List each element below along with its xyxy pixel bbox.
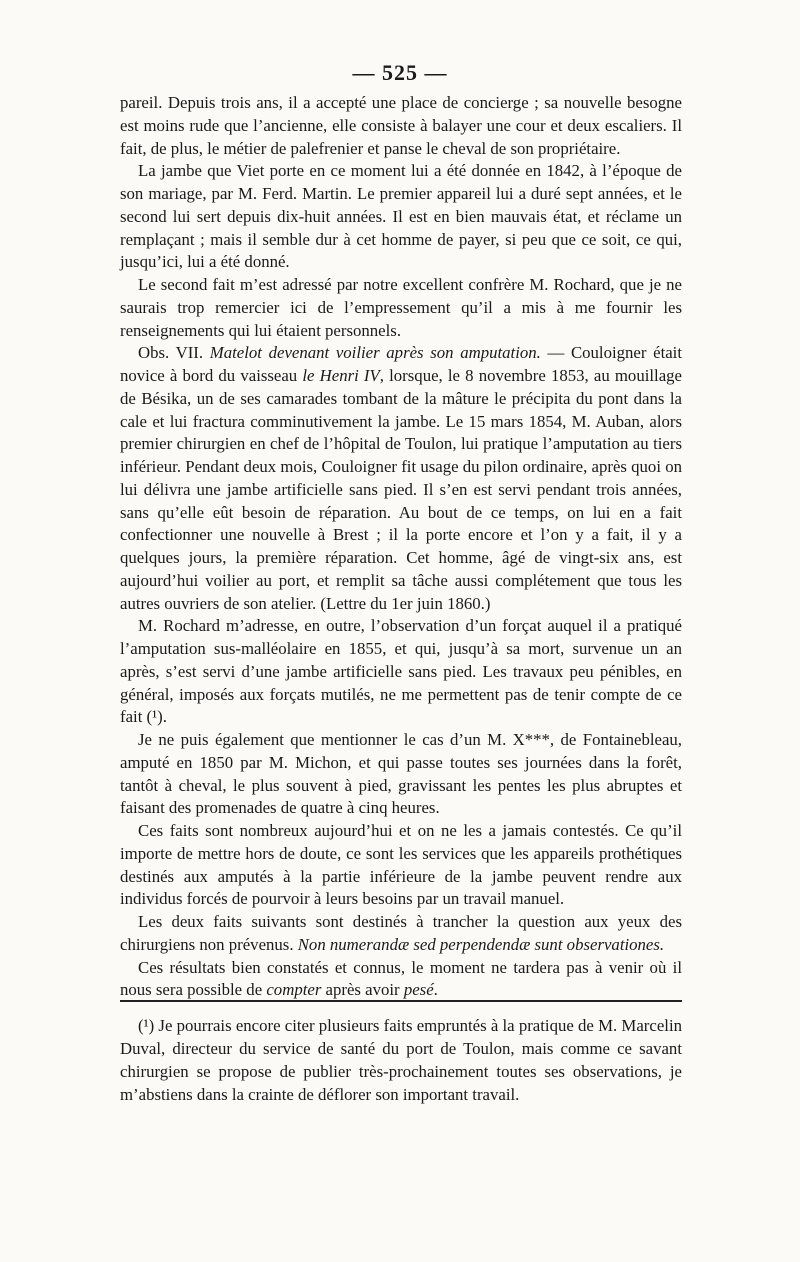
word-pese: pesé [403, 980, 434, 1000]
paragraph-9 [120, 957, 682, 1003]
paragraph-observation-7 [120, 342, 682, 615]
paragraph-3: Le second fait m’est adressé par notre excellent confrère M. Rochard, que je ne saurais trop remercier ici de l’empressement qu’il a mis à me fournir les renseignements qui lui étaient personnels. [120, 275, 682, 340]
ship-name: le Henri IV [302, 366, 380, 385]
word-compter: compter [266, 980, 322, 1000]
paragraph-1: pareil. Depuis trois ans, il a accepté une place de concierge ; sa nouvelle besogne est moins rude que l’ancienne, elle consiste à balayer une cour et deux escaliers. Il fait, de plus, le métier de palefrenier et panse le cheval de son propriétaire. [120, 93, 682, 158]
observation-label: Obs. VII. [138, 343, 204, 363]
paragraph-5: M. Rochard m’adresse, en outre, l’observation d’un forçat auquel il a pratiqué l’amputation sus-malléolaire en 1855, et qui, jusqu’à sa mort, survenue un an après, s’est servi d’une jambe artificielle sans pied. Les travaux peu pénibles, en général, imposés aux forçats mutilés, ne me permettent pas de tenir compte de ce fait (¹). [120, 616, 682, 727]
paragraph-7: Ces faits sont nombreux aujourd’hui et on ne les a jamais contestés. Ce qu’il importe de mettre hors de doute, ce sont les services que les appareils prothétiques destinés aux amputés à la partie inférieure de la jambe peuvent rendre aux individus forcés de pourvoir à leurs besoins par un travail manuel. [120, 821, 682, 909]
main-text [120, 92, 682, 1002]
paragraph-6: Je ne puis également que mentionner le cas d’un M. X***, de Fontainebleau, amputé en 1850 par M. Michon, et qui passe toutes ses journées dans la forêt, tantôt à cheval, le plus souvent à pied, gravissant les pentes les plus abruptes et faisant des promenades de quatre à cinq heures. [120, 730, 682, 818]
page-number: — 525 — [352, 60, 448, 85]
paragraph-8 [120, 911, 682, 957]
paragraph-9-text-c: . [433, 980, 438, 1000]
observation-text-a: — Couloigner était novice à bord du vaisseau [120, 343, 683, 385]
observation-text-b: , lorsque, le 8 novembre 1853, au mouillage de Bésika, un de ses camarades tombant de la mâture le précipita du pont dans la cale et lui fractura comminutivement la jambe. Le 15 mars 1854, M. Auban, alors premier chirurgien en chef de l’hôpital de Toulon, lui pratique l’amputation au tiers inférieur. Pendant deux mois, Couloigner fit usage du pilon ordinaire, après quoi on lui délivra une jambe artificielle sans pied. Il s’en est servi pendant trois années, sans qu’elle eût besoin de réparation. Au bout de ce temps, on lui en a fait confectionner une nouvelle à Brest ; il la porte encore et l’on y a fait, il y a quelques jours, la première réparation. Cet homme, âgé de vingt-six ans, est aujourd’hui voilier au port, et remplit sa tâche aussi complétement que tous les autres ouvriers de son atelier. (Lettre du 1er juin 1860.) [120, 366, 682, 613]
latin-quote: Non numerandæ sed perpendendæ sunt observationes. [297, 934, 665, 954]
footnote-divider [120, 1000, 682, 1002]
observation-title: Matelot devenant voilier après son amputation. [209, 343, 541, 363]
paragraph-2: La jambe que Viet porte en ce moment lui a été donnée en 1842, à l’époque de son mariage, par M. Ferd. Martin. Le premier appareil lui a duré sept années, et le second lui sert depuis dix-huit années. Il est en bien mauvais état, et réclame un remplaçant ; mais il semble dur à cet homme de payer, si peu que ce soit, ce qui, jusqu’ici, lui a été donné. [120, 161, 682, 272]
paragraph-8-text: Les deux faits suivants sont destinés à trancher la question aux yeux des chirurgiens non prévenus. [120, 912, 682, 954]
paragraph-9-text-b: après avoir [321, 980, 404, 1000]
footnote-text: (¹) Je pourrais encore citer plusieurs faits empruntés à la pratique de M. Marcelin Duval, directeur du service de santé du port de Toulon, mais comme ce savant chirurgien se propose de publier très-prochainement toutes ses observations, je m’abstiens dans la crainte de déflorer son important travail. [120, 1016, 682, 1104]
footnote [120, 1014, 682, 1106]
paragraph-9-text-a: Ces résultats bien constatés et connus, le moment ne tardera pas à venir où il nous sera possible de [120, 957, 682, 1000]
